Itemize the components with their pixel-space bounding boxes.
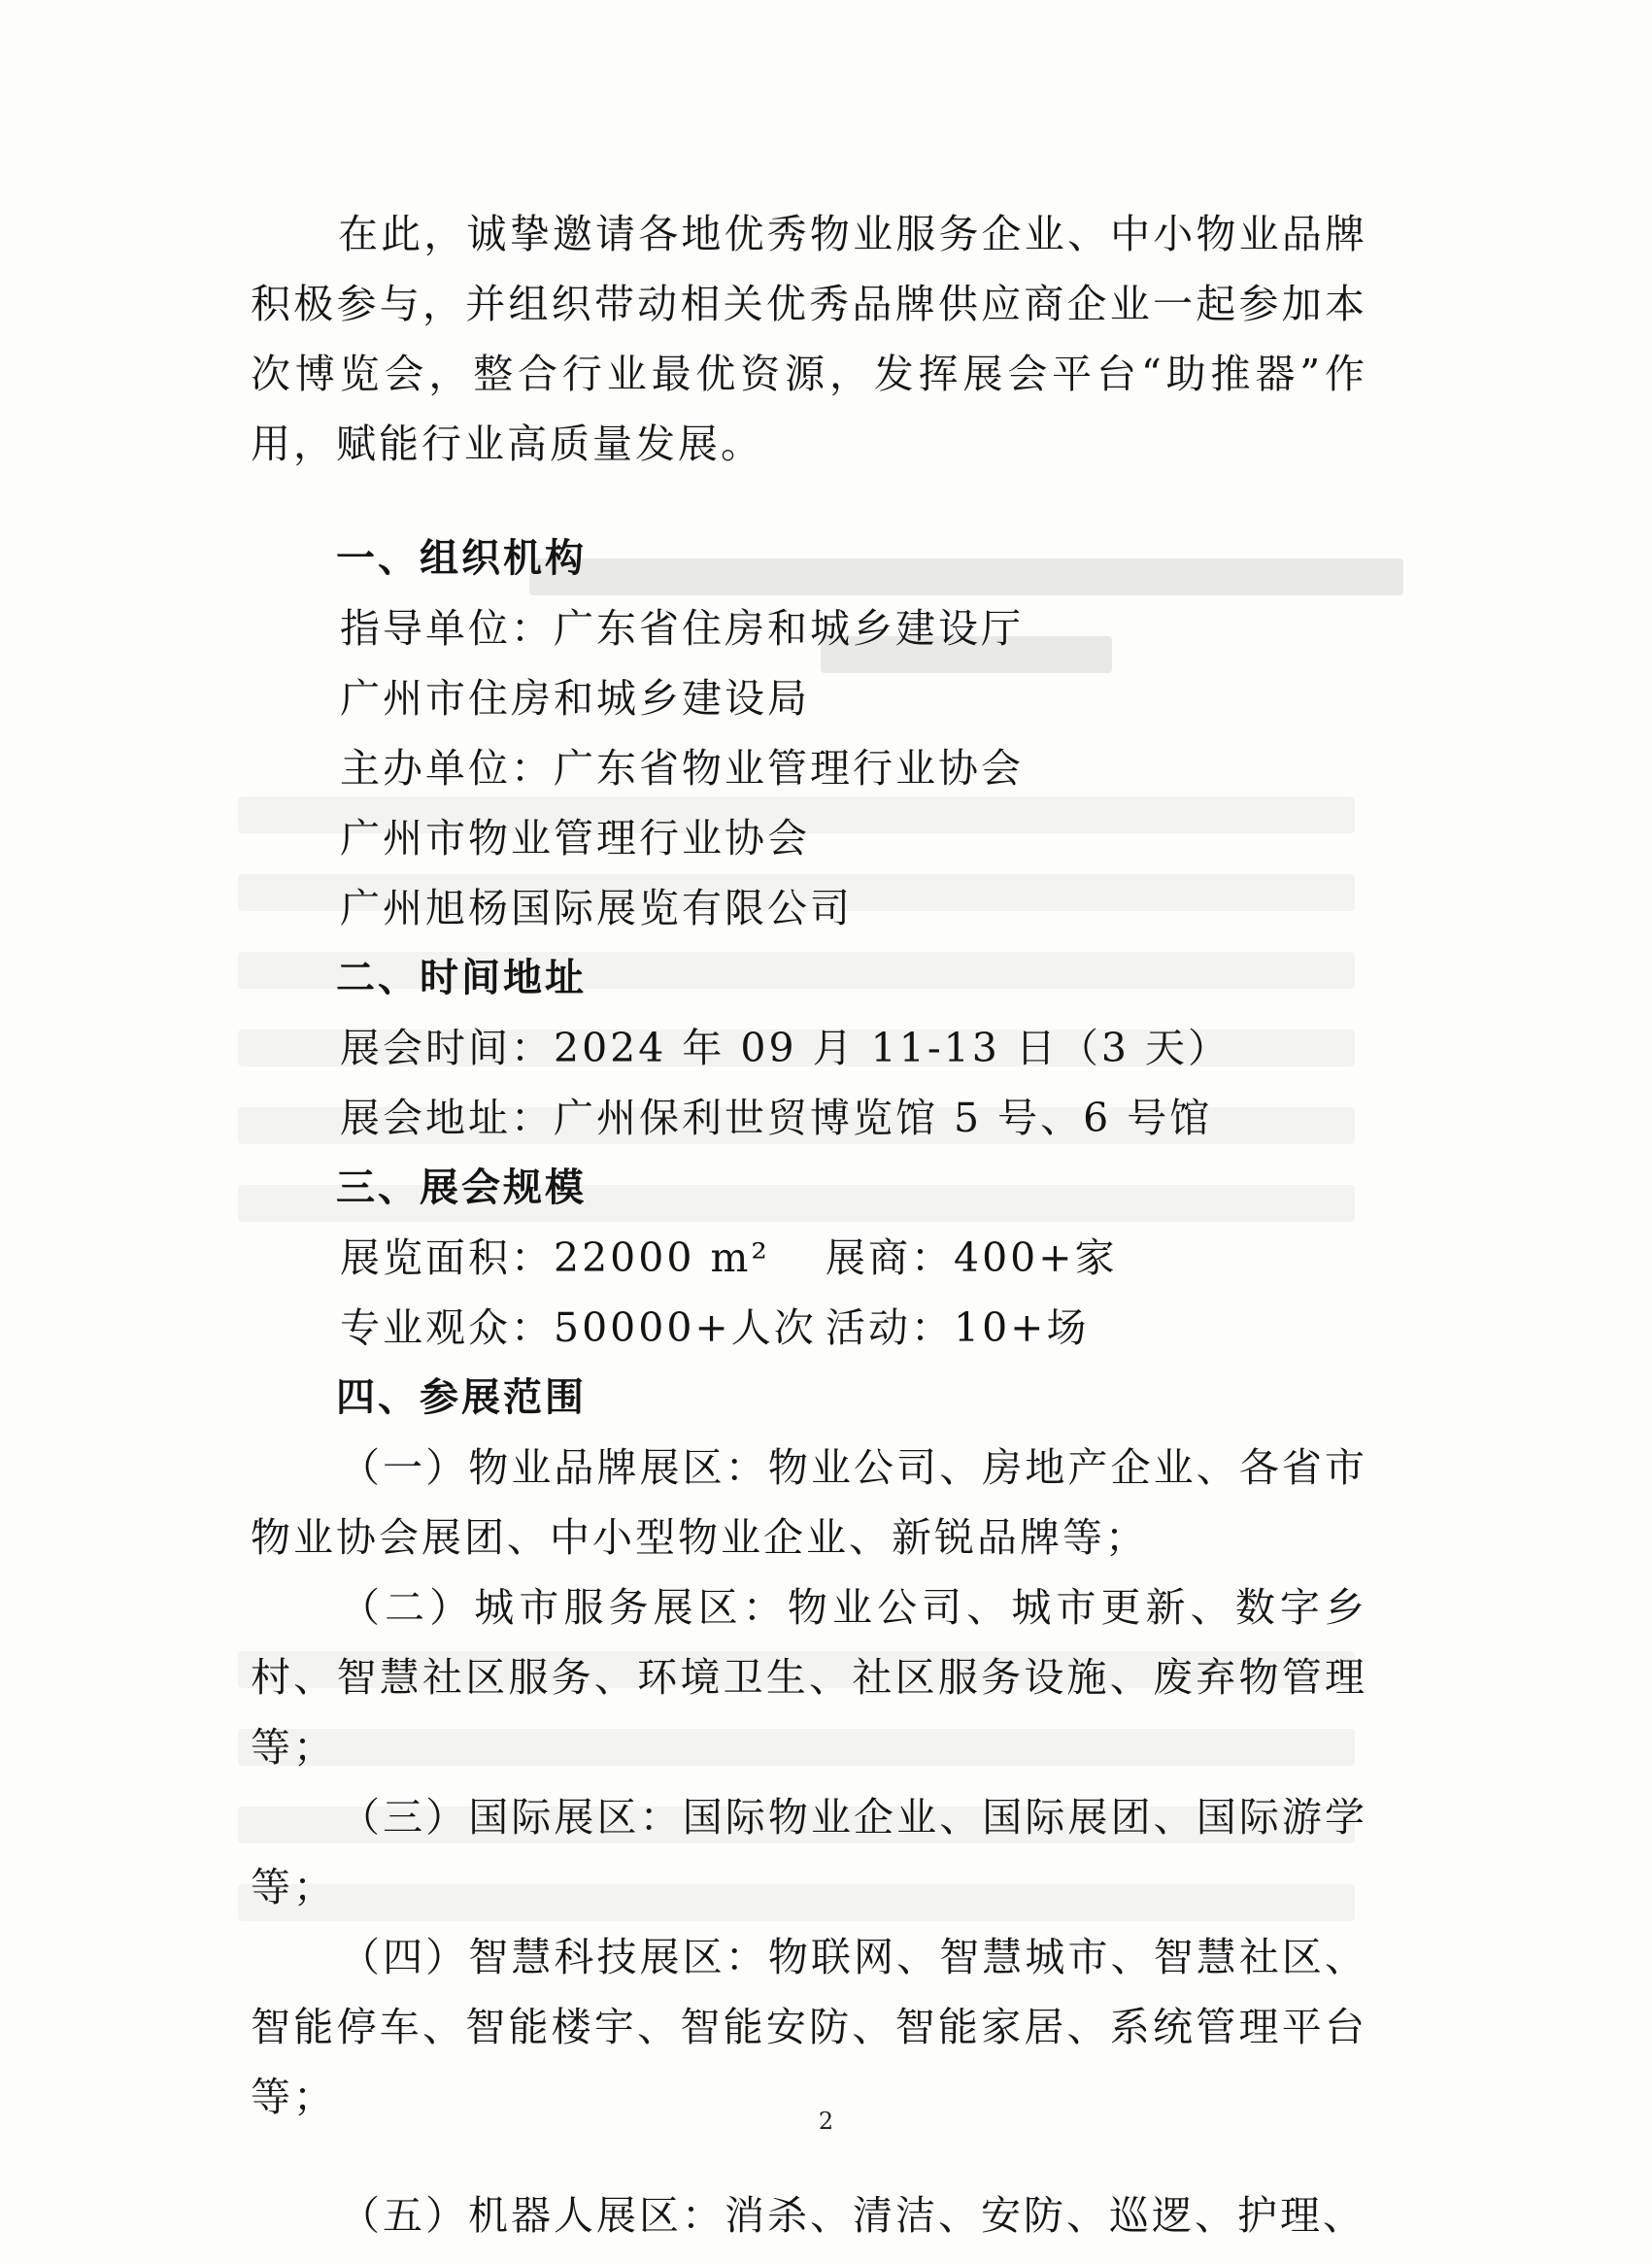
scale-row-2 <box>251 1293 1367 1363</box>
host-unit-line-3: 广州旭杨国际展览有限公司 <box>340 885 853 931</box>
guide-unit-line-2: 广州市住房和城乡建设局 <box>340 675 810 722</box>
scope-item-international-zone: （三）国际展区：国际物业企业、国际展团、国际游学等； <box>251 1794 1367 1910</box>
exhibition-time-line: 展会时间：2024 年 09 月 11-13 日（3 天） <box>340 1025 1231 1071</box>
intro-paragraph: 在此，诚挚邀请各地优秀物业服务企业、中小物业品牌积极参与，并组织带动相关优秀品牌供应商企业一起参加本次博览会，整合行业最优资源，发挥展会平台“助推器”作用，赋能行业高质量发展。 <box>251 211 1367 467</box>
page-number: 2 <box>818 2108 834 2135</box>
document-body <box>251 199 1367 2250</box>
scope-item-brand-zone: （一）物业品牌展区：物业公司、房地产企业、各省市物业协会展团、中小型物业企业、新锐品牌等； <box>251 1444 1367 1561</box>
activity-count: 活动：10+场 <box>826 1304 1090 1351</box>
scale-row-1 <box>251 1223 1367 1293</box>
exhibitor-count: 展商：400+家 <box>826 1234 1118 1281</box>
scope-item-smart-tech-zone: （四）智慧科技展区：物联网、智慧城市、智慧社区、智能停车、智能楼宇、智能安防、智能家居、系统管理平台等； <box>251 1934 1367 2120</box>
section-heading-scope: 四、参展范围 <box>336 1375 587 1420</box>
scope-item-city-service-zone: （二）城市服务展区：物业公司、城市更新、数字乡村、智慧社区服务、环境卫生、社区服务设施、废弃物管理等； <box>251 1584 1367 1771</box>
scope-item-robot-zone: （五）机器人展区：消杀、清洁、安防、巡逻、护理、 <box>340 2192 1365 2239</box>
guide-unit-line: 指导单位：广东省住房和城乡建设厅 <box>340 605 1024 652</box>
section-heading-time-location: 二、时间地址 <box>336 956 587 1000</box>
host-unit-line: 主办单位：广东省物业管理行业协会 <box>340 745 1024 792</box>
exhibition-address-line: 展会地址：广州保利世贸博览馆 5 号、6 号馆 <box>340 1095 1213 1141</box>
section-heading-organization: 一、组织机构 <box>336 536 587 581</box>
exhibition-area: 展览面积：22000 m² <box>340 1234 770 1281</box>
host-unit-line-2: 广州市物业管理行业协会 <box>340 815 810 862</box>
visitor-count: 专业观众：50000+人次 <box>340 1304 817 1351</box>
section-heading-scale: 三、展会规模 <box>336 1166 587 1210</box>
